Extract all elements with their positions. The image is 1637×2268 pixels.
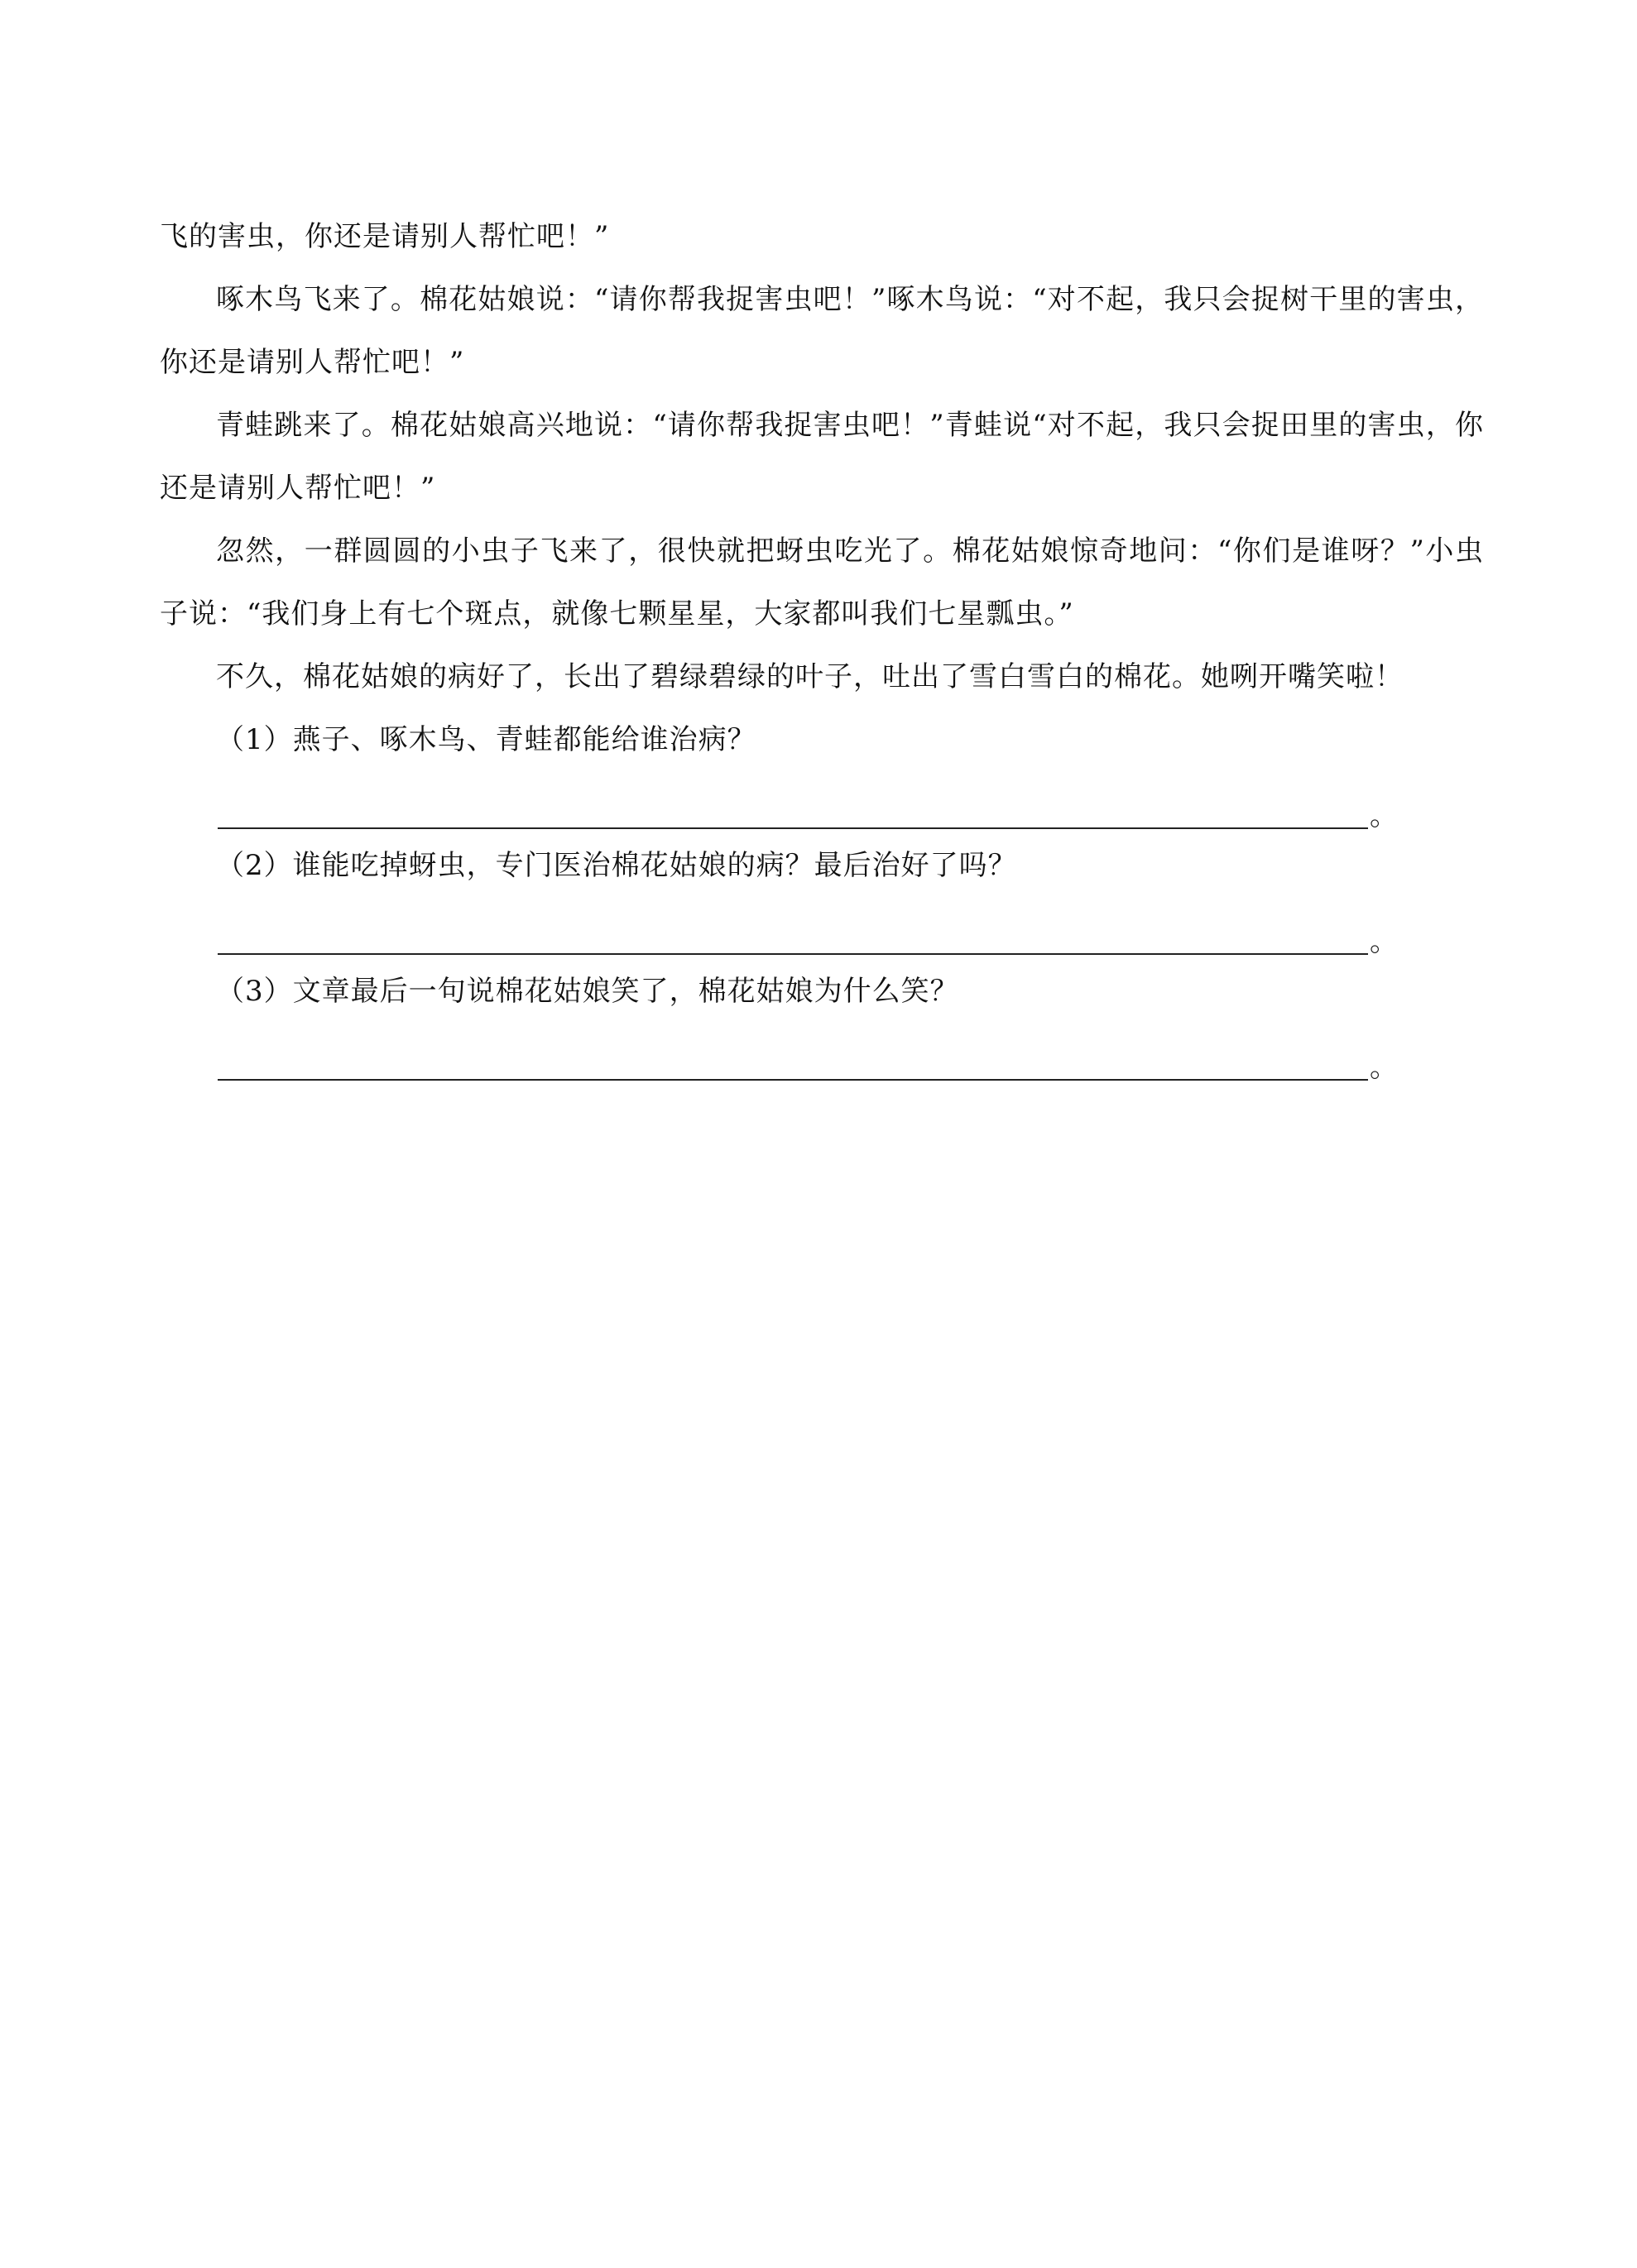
question-3: （3）文章最后一句说棉花姑娘笑了，棉花姑娘为什么笑？ — [216, 975, 959, 1008]
story-paragraph-frog: 青蛙跳来了。棉花姑娘高兴地说：“请你帮我捉害虫吧！”青蛙说“对不起，我只会捉田里的害虫，你还是请别人帮忙吧！” — [160, 409, 1484, 505]
question-1: （1）燕子、啄木鸟、青蛙都能给谁治病？ — [216, 723, 756, 756]
answer-row-3 — [160, 1023, 1484, 1086]
page-content — [160, 205, 1484, 1086]
answer-line-2[interactable] — [218, 897, 1368, 955]
answer-end-mark-2: 。 — [1370, 925, 1398, 958]
answer-row-2 — [160, 897, 1484, 960]
answer-end-mark-1: 。 — [1370, 799, 1398, 832]
story-paragraph-ladybugs: 忽然，一群圆圆的小虫子飞来了，很快就把蚜虫吃光了。棉花姑娘惊奇地问：“你们是谁呀？”小虫子说：“我们身上有七个斑点，就像七颗星星，大家都叫我们七星瓢虫。” — [160, 535, 1484, 631]
story-paragraph-continued: 飞的害虫，你还是请别人帮忙吧！” — [160, 220, 610, 253]
question-2: （2）谁能吃掉蚜虫，专门医治棉花姑娘的病？最后治好了吗？ — [216, 849, 1017, 882]
answer-row-1 — [160, 771, 1484, 834]
story-paragraph-ending: 不久，棉花姑娘的病好了，长出了碧绿碧绿的叶子，吐出了雪白雪白的棉花。她咧开嘴笑啦！ — [216, 660, 1404, 693]
answer-line-3[interactable] — [218, 1023, 1368, 1081]
answer-end-mark-3: 。 — [1370, 1051, 1398, 1084]
answer-line-1[interactable] — [218, 771, 1368, 829]
story-paragraph-woodpecker: 啄木鸟飞来了。棉花姑娘说：“请你帮我捉害虫吧！”啄木鸟说：“对不起，我只会捉树干里的害虫，你还是请别人帮忙吧！” — [160, 283, 1484, 379]
